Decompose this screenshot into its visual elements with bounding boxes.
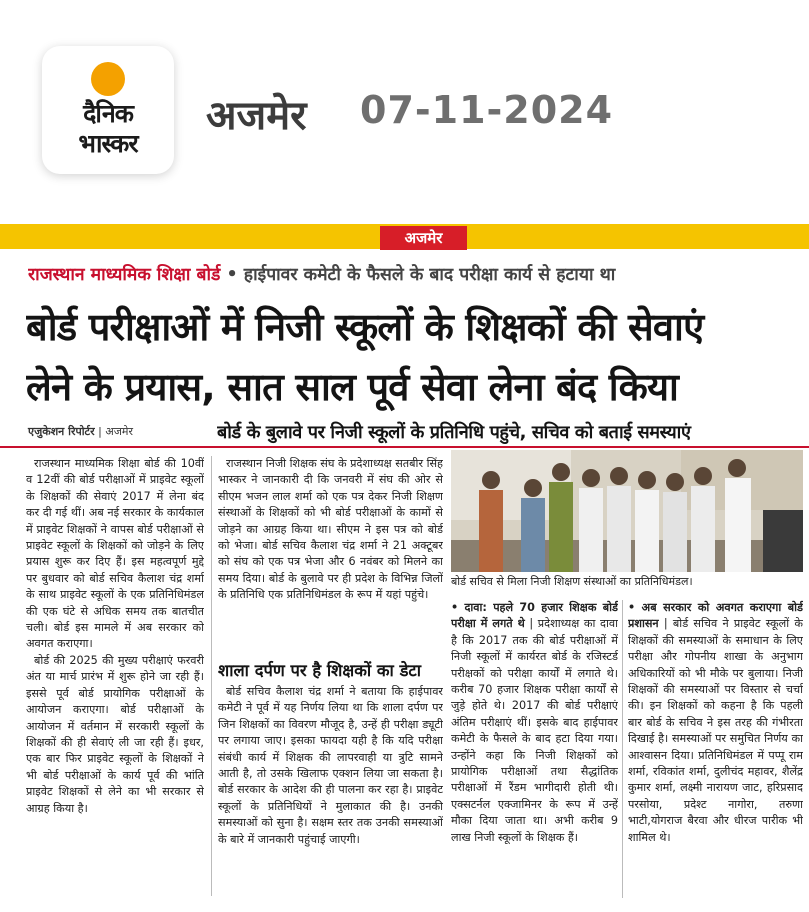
sun-logo-icon — [91, 62, 125, 96]
edition-city: अजमेर — [206, 93, 307, 139]
column-4 — [628, 600, 803, 898]
byline-reporter: एजुकेशन रिपोर्टर — [28, 425, 95, 438]
column-divider — [211, 456, 212, 896]
column-1 — [26, 456, 204, 896]
col3-lead: • दावा: पहले 70 हजार शिक्षक बोर्ड परीक्षा में लगते थे — [451, 601, 618, 631]
col4-body: | बोर्ड सचिव ने प्राइवेट स्कूलों के शिक्षकों की समस्याओं के समाधान के लिए परीक्षा और गोपनीय शाखा के अनुभाग अधिकारियों को भी मौके पर बुलाया। निजी शिक्षकों की समस्याओं पर विस्तार से चर्चा की। इन शिक्षकों को कहना है कि पहली बार बोर्ड के सचिव ने इस तरह की गंभीरता दिखाई है। समस्याओं पर समुचित निर्णय का आश्वासन दिया। प्रतिनिधिमंडल में पप्पू राम शर्मा, रविकांत शर्मा, दुलीचंद महावर, शैलेंद्र कुमार शर्मा, लक्ष्मी नारायण जाट, हरिप्रसाद परसोया, प्रदेश्ट नागोरा, तरुणा भाटी,योगराज बैरवा और धीरज पारीक भी शामिल थे। — [628, 617, 803, 844]
subheadline: बोर्ड के बुलावे पर निजी स्कूलों के प्रतिनिधि पहुंचे, सचिव को बताई समस्याएं — [217, 422, 691, 443]
col3-body: | प्रदेशाध्यक्ष का दावा है कि 2017 तक की बोर्ड परीक्षाओं में निजी स्कूलों में कार्यरत बोर्ड के रजिस्टर्ड परीक्षकों को परीक्षा कार्यों में लगाते थे। करीब 70 हजार शिक्षक परीक्षा कार्यों से जुड़े होते थे। 2017 की बोर्ड परीक्षाएं अंतिम परीक्षाएं थीं। इसके बाद हाईपावर कमेटी के फैसले के बाद हटा दिया गया। उन्होंने कहा कि निजी शिक्षकों को प्रायोगिक परीक्षाओं तथा सैद्धांतिक परीक्षाओं में रैंडम भागीदारी होती थी। एक्सटर्नल एक्जामिनर के रूप में उन्हें मौका दिया जाता था। अभी करीब 9 लाख निजी स्कूलों के शिक्षक हैं। — [451, 617, 618, 844]
col4-lead: • अब सरकार को अवगत कराएगा बोर्ड प्रशासन — [628, 601, 803, 631]
divider-rule — [0, 446, 809, 448]
kicker-left: राजस्थान माध्यमिक शिक्षा बोर्ड — [28, 265, 221, 285]
logo-line2: भास्कर — [78, 129, 138, 158]
headline-line2: लेने के प्रयास, सात साल पूर्व सेवा लेना बंद किया — [26, 365, 679, 409]
column-2-bottom — [218, 684, 443, 898]
byline: एजुकेशन रिपोर्टर | अजमेर — [28, 425, 133, 438]
section-tag: अजमेर — [380, 226, 467, 250]
kicker-line — [28, 262, 788, 286]
headline-line1: बोर्ड परीक्षाओं में निजी स्कूलों के शिक्षकों की सेवाएं — [26, 305, 704, 349]
kicker-bullet: • — [226, 265, 238, 285]
photo-caption: बोर्ड सचिव से मिला निजी शिक्षण संस्थाओं का प्रतिनिधिमंडल। — [451, 575, 693, 588]
column-divider — [622, 600, 623, 898]
group-photo-illustration — [451, 450, 803, 572]
delegation-photo — [451, 450, 803, 572]
edition-date: 07-11-2024 — [360, 88, 614, 132]
col1-paragraph-2: बोर्ड की 2025 की मुख्य परीक्षाएं फरवरी अंत या मार्च प्रारंभ में शुरू होने जा रही हैं। इससे पूर्व बोर्ड प्रायोगिक परीक्षाओं के आयोजन कराएगा। बोर्ड परीक्षाओं के आयोजन में वर्तमान में सरकारी स्कूलों के शिक्षकों की ही सेवाएं ली जा रही हैं। इधर, एक बार फिर प्राइवेट स्कूलों के शिक्षकों ने भी बोर्ड परीक्षाओं के कार्य पूर्व की भांति प्राइवेट शिक्षकों से लेने का भी सरकार से आग्रह किया है। — [26, 653, 204, 815]
col1-paragraph-1: राजस्थान माध्यमिक शिक्षा बोर्ड की 10वीं व 12वीं की बोर्ड परीक्षाओं में प्राइवेट स्कूलों के शिक्षकों की सेवाएं 2017 में लेना बंद कर दी गई थीं। अब नई सरकार के कार्यकाल में प्राइवेट शिक्षकों ने वापस बोर्ड परीक्षाओं से प्राइवेट स्कूलों के शिक्षकों को जोड़ने के लिए प्रयास शुरू कर दिए हैं। इस महत्वपूर्ण मुद्दे पर बुधवार को बोर्ड सचिव कैलाश चंद्र शर्मा के साथ प्राइवेट स्कूलों के एक प्रतिनिधिमंडल की एक घंटे से अधिक समय तक बातचीत चली। बोर्ड इस मामले में अब सरकार को अवगत कराएगा। — [26, 457, 204, 651]
logo-line1: दैनिक — [83, 99, 133, 128]
kicker-right: हाईपावर कमेटी के फैसले के बाद परीक्षा कार्य से हटाया था — [243, 265, 616, 285]
byline-place: अजमेर — [105, 425, 133, 438]
column-2-top — [218, 456, 443, 651]
section-subheading: शाला दर्पण पर है शिक्षकों का डेटा — [218, 661, 421, 680]
column-3 — [451, 600, 618, 898]
col2-paragraph-2: बोर्ड सचिव कैलाश चंद्र शर्मा ने बताया कि हाईपावर कमेटी ने पूर्व में यह निर्णय लिया था कि शाला दर्पण पर जिन शिक्षकों का विवरण मौजूद है, उन्हें ही परीक्षा ड्यूटी पर लगाया जाए। इसका फायदा यही है कि यदि परीक्षा संबंधी कार्य में शिक्षक की लापरवाही या त्रुटि सामने आती है, तो उसके खिलाफ एक्शन लिया जा सकता है। बोर्ड सरकार के आदेश की ही पालना कर रहा है। प्राइवेट स्कूलों के प्रतिनिधियों ने मुलाकात की है। उनकी समस्याओं को सुना है। सक्षम स्तर तक उनकी समस्याओं के बारे में जानकारी पहुंचाई जाएगी। — [218, 685, 443, 846]
dainik-bhaskar-logo — [42, 46, 174, 174]
col2-paragraph-1: राजस्थान निजी शिक्षक संघ के प्रदेशाध्यक्ष सतबीर सिंह भास्कर ने जानकारी दी कि जनवरी में संघ की ओर से सीएम भजन लाल शर्मा को एक पत्र देकर निजी शिक्षण संस्थाओं के शिक्षकों को भी बोर्ड परीक्षाओं के कामों से जोड़ने का आग्रह किया था। सीएम ने इस पत्र को बोर्ड को भेजा। बोर्ड सचिव कैलाश चंद्र शर्मा ने 21 अक्टूबर को संघ को एक पत्र भेजा और 6 नवंबर को मिलने का समय दिया। बोर्ड के बुलावे पर ही प्रदेश के विभिन्न जिलों के प्रतिनिधि एक प्रतिनिधिमंडल के रूप में यहां पहुंचे। — [218, 457, 443, 602]
